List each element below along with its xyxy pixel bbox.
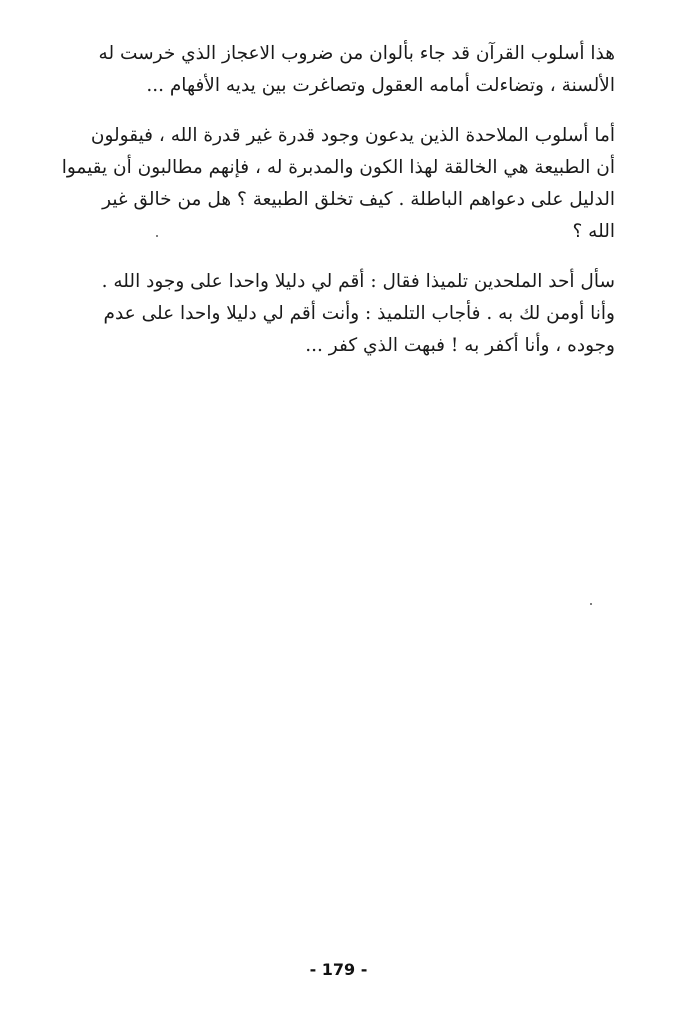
paragraph-line: الله ؟ <box>572 221 615 242</box>
scan-speck <box>590 603 592 605</box>
paragraph-student-anecdote <box>70 266 615 362</box>
paragraph-line: الألسنة ، وتضاءلت أمامه العقول وتصاغرت بين يديه الأفهام ... <box>146 75 615 96</box>
paragraph-atheists-style <box>61 120 615 248</box>
paragraph-quran-style <box>70 38 615 102</box>
paragraph-line: أن الطبيعة هي الخالقة لهذا الكون والمدبرة له ، فإنهم مطالبون أن يقيموا <box>61 157 615 178</box>
paragraph-line: سأل أحد الملحدين تلميذا فقال : أقم لي دليلا واحدا على وجود الله . <box>101 271 615 292</box>
paragraph-line: أما أسلوب الملاحدة الذين يدعون وجود قدرة غير قدرة الله ، فيقولون <box>90 125 615 146</box>
page-number: - 179 - <box>309 960 368 979</box>
scan-speck <box>156 235 158 237</box>
paragraph-line: هذا أسلوب القرآن قد جاء بألوان من ضروب الاعجاز الذي خرست له <box>98 43 615 64</box>
paragraph-line: وجوده ، وأنا أكفر به ! فبهت الذي كفر ... <box>305 335 615 356</box>
paragraph-line: وأنا أومن لك به . فأجاب التلميذ : وأنت أقم لي دليلا واحدا على عدم <box>103 303 615 324</box>
paragraph-line: الدليل على دعواهم الباطلة . كيف تخلق الطبيعة ؟ هل من خالق غير <box>102 189 615 210</box>
